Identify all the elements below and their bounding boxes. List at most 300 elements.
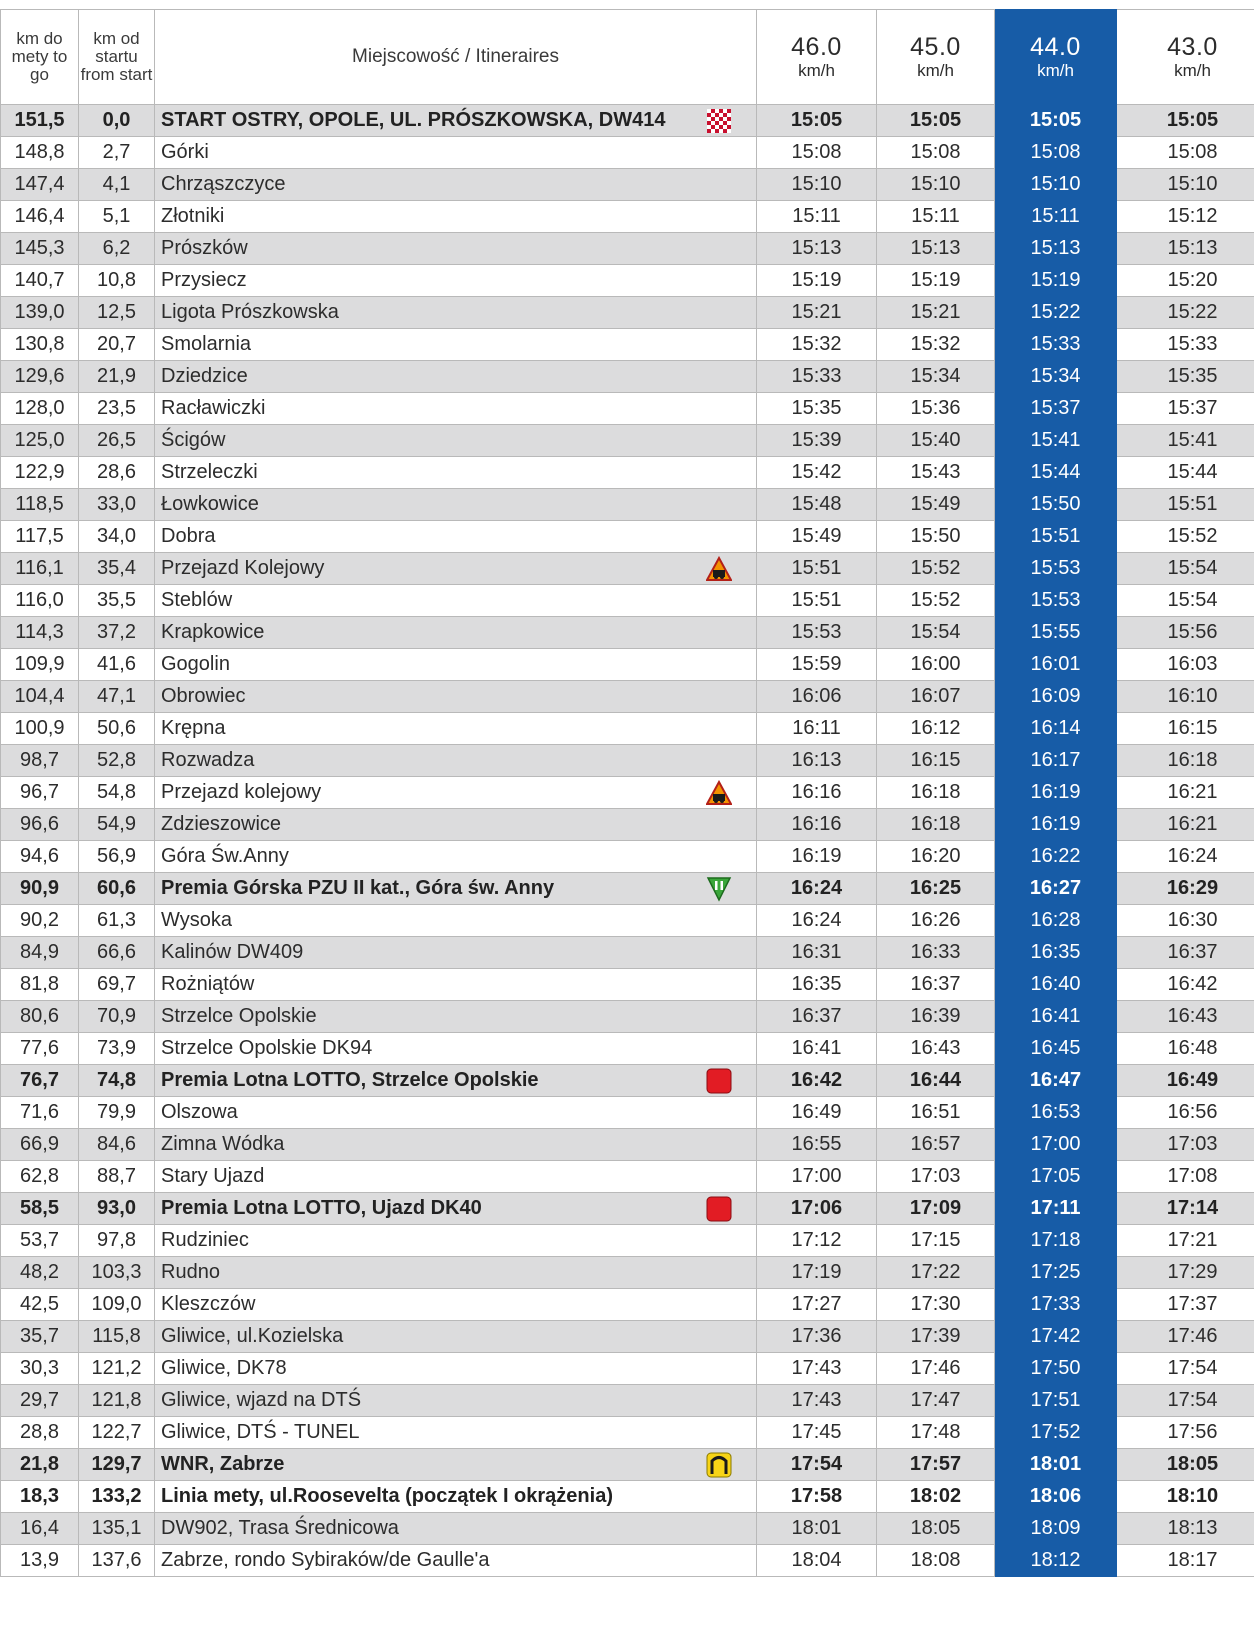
location-cell-content — [161, 749, 756, 772]
location-name: Prószków — [161, 237, 248, 259]
time-cell-45: 15:52 — [877, 553, 995, 585]
location-cell — [155, 1001, 757, 1033]
time-cell-43: 15:12 — [1117, 201, 1254, 233]
time-cell-46: 17:27 — [757, 1289, 877, 1321]
km-from-start-cell: 54,9 — [79, 809, 155, 841]
table-row — [1, 1321, 1254, 1353]
time-cell-46: 17:43 — [757, 1385, 877, 1417]
location-cell — [155, 1225, 757, 1257]
location-cell — [155, 553, 757, 585]
table-row — [1, 585, 1254, 617]
km-from-start-header: km od startu from start — [79, 10, 155, 105]
time-cell-46: 15:13 — [757, 233, 877, 265]
time-cell-44: 16:40 — [995, 969, 1117, 1001]
location-name: Dziedzice — [161, 365, 248, 387]
location-cell — [155, 1129, 757, 1161]
time-cell-46: 15:51 — [757, 585, 877, 617]
time-cell-43: 18:13 — [1117, 1513, 1254, 1545]
time-cell-43: 15:22 — [1117, 297, 1254, 329]
km-from-start-cell: 23,5 — [79, 393, 155, 425]
km-to-go-cell: 122,9 — [1, 457, 79, 489]
speed-header-46 — [757, 10, 877, 105]
table-row — [1, 169, 1254, 201]
time-cell-46: 16:16 — [757, 777, 877, 809]
time-cell-43: 16:37 — [1117, 937, 1254, 969]
km-to-go-header: km do mety to go — [1, 10, 79, 105]
location-cell-content — [161, 556, 756, 582]
time-cell-44: 16:22 — [995, 841, 1117, 873]
time-cell-43: 16:10 — [1117, 681, 1254, 713]
time-cell-43: 15:41 — [1117, 425, 1254, 457]
time-cell-45: 15:13 — [877, 233, 995, 265]
time-cell-45: 17:15 — [877, 1225, 995, 1257]
km-from-start-cell: 4,1 — [79, 169, 155, 201]
location-name: Strzelce Opolskie DK94 — [161, 1037, 373, 1059]
table-row — [1, 201, 1254, 233]
km-from-start-cell: 20,7 — [79, 329, 155, 361]
location-name: Rudno — [161, 1261, 220, 1283]
time-cell-43: 16:18 — [1117, 745, 1254, 777]
time-cell-46: 16:19 — [757, 841, 877, 873]
time-cell-45: 15:19 — [877, 265, 995, 297]
table-row — [1, 329, 1254, 361]
table-row — [1, 553, 1254, 585]
location-name: Złotniki — [161, 205, 225, 227]
km-from-start-cell: 133,2 — [79, 1481, 155, 1513]
location-cell-content — [161, 1485, 756, 1508]
km-from-start-cell: 60,6 — [79, 873, 155, 905]
location-cell — [155, 617, 757, 649]
time-cell-43: 18:17 — [1117, 1545, 1254, 1577]
location-cell — [155, 425, 757, 457]
time-cell-46: 15:33 — [757, 361, 877, 393]
time-cell-44: 16:17 — [995, 745, 1117, 777]
time-cell-43: 16:03 — [1117, 649, 1254, 681]
location-name: DW902, Trasa Średnicowa — [161, 1517, 399, 1539]
location-cell — [155, 1513, 757, 1545]
time-cell-45: 17:39 — [877, 1321, 995, 1353]
time-cell-44: 15:44 — [995, 457, 1117, 489]
table-row — [1, 1417, 1254, 1449]
time-cell-44: 16:47 — [995, 1065, 1117, 1097]
km-to-go-cell: 94,6 — [1, 841, 79, 873]
time-cell-45: 16:18 — [877, 777, 995, 809]
time-cell-45: 16:57 — [877, 1129, 995, 1161]
location-name: Rudziniec — [161, 1229, 249, 1251]
time-cell-45: 16:07 — [877, 681, 995, 713]
location-name: Rożniątów — [161, 973, 255, 995]
location-name: Zdzieszowice — [161, 813, 282, 835]
location-name: Ścigów — [161, 429, 226, 451]
km-to-go-cell: 29,7 — [1, 1385, 79, 1417]
table-row — [1, 809, 1254, 841]
time-cell-44: 15:50 — [995, 489, 1117, 521]
time-cell-44: 17:05 — [995, 1161, 1117, 1193]
km-to-go-cell: 140,7 — [1, 265, 79, 297]
time-cell-43: 17:54 — [1117, 1353, 1254, 1385]
sprint-icon — [706, 1068, 732, 1094]
location-cell-content — [161, 653, 756, 676]
km-from-start-cell: 54,8 — [79, 777, 155, 809]
time-cell-44: 18:12 — [995, 1545, 1117, 1577]
location-name: Krapkowice — [161, 621, 265, 643]
km-from-start-cell: 121,2 — [79, 1353, 155, 1385]
time-cell-46: 17:58 — [757, 1481, 877, 1513]
time-cell-45: 16:39 — [877, 1001, 995, 1033]
location-cell — [155, 105, 757, 137]
time-cell-43: 16:48 — [1117, 1033, 1254, 1065]
location-cell-content — [161, 1261, 756, 1284]
header-row — [1, 10, 1254, 105]
railway-crossing-icon — [706, 556, 732, 582]
location-cell-content — [161, 301, 756, 324]
time-cell-45: 17:03 — [877, 1161, 995, 1193]
time-cell-46: 15:53 — [757, 617, 877, 649]
table-row — [1, 105, 1254, 137]
time-cell-43: 16:42 — [1117, 969, 1254, 1001]
speed-value: 45.0 — [910, 33, 961, 62]
location-cell-content — [161, 108, 756, 134]
km-from-start-cell: 93,0 — [79, 1193, 155, 1225]
time-cell-46: 16:06 — [757, 681, 877, 713]
table-row — [1, 905, 1254, 937]
location-cell — [155, 169, 757, 201]
time-cell-44: 16:14 — [995, 713, 1117, 745]
time-cell-45: 15:54 — [877, 617, 995, 649]
km-from-start-cell: 137,6 — [79, 1545, 155, 1577]
time-cell-46: 15:49 — [757, 521, 877, 553]
km-from-start-cell: 70,9 — [79, 1001, 155, 1033]
km-to-go-cell: 151,5 — [1, 105, 79, 137]
km-to-go-cell: 18,3 — [1, 1481, 79, 1513]
table-row — [1, 1033, 1254, 1065]
location-cell — [155, 521, 757, 553]
time-cell-44: 17:50 — [995, 1353, 1117, 1385]
km-to-go-cell: 58,5 — [1, 1193, 79, 1225]
time-cell-44: 17:25 — [995, 1257, 1117, 1289]
km-to-go-cell: 90,9 — [1, 873, 79, 905]
time-cell-45: 15:21 — [877, 297, 995, 329]
time-cell-45: 15:10 — [877, 169, 995, 201]
km-to-go-cell: 125,0 — [1, 425, 79, 457]
km-from-start-cell: 0,0 — [79, 105, 155, 137]
location-cell — [155, 201, 757, 233]
time-cell-46: 17:36 — [757, 1321, 877, 1353]
time-cell-44: 16:41 — [995, 1001, 1117, 1033]
time-cell-44: 17:33 — [995, 1289, 1117, 1321]
location-cell-content — [161, 429, 756, 452]
time-cell-46: 18:04 — [757, 1545, 877, 1577]
km-to-go-cell: 28,8 — [1, 1417, 79, 1449]
mountain-climb-icon — [706, 876, 732, 902]
km-from-start-cell: 5,1 — [79, 201, 155, 233]
speed-unit: km/h — [1174, 60, 1211, 80]
km-from-start-cell: 121,8 — [79, 1385, 155, 1417]
location-cell — [155, 1161, 757, 1193]
time-cell-43: 15:56 — [1117, 617, 1254, 649]
time-cell-45: 15:32 — [877, 329, 995, 361]
location-cell-content — [161, 1421, 756, 1444]
table-row — [1, 873, 1254, 905]
location-cell — [155, 713, 757, 745]
location-cell — [155, 1417, 757, 1449]
km-to-go-cell: 145,3 — [1, 233, 79, 265]
time-cell-43: 17:46 — [1117, 1321, 1254, 1353]
location-name: Premia Górska PZU II kat., Góra św. Anny — [161, 877, 555, 899]
time-cell-43: 15:52 — [1117, 521, 1254, 553]
time-cell-43: 15:05 — [1117, 105, 1254, 137]
km-to-go-cell: 147,4 — [1, 169, 79, 201]
time-cell-44: 18:09 — [995, 1513, 1117, 1545]
km-from-start-cell: 12,5 — [79, 297, 155, 329]
location-cell-content — [161, 461, 756, 484]
time-cell-44: 16:53 — [995, 1097, 1117, 1129]
km-to-go-cell: 81,8 — [1, 969, 79, 1001]
location-cell — [155, 1481, 757, 1513]
time-cell-45: 17:47 — [877, 1385, 995, 1417]
km-from-start-cell: 109,0 — [79, 1289, 155, 1321]
km-from-start-cell: 115,8 — [79, 1321, 155, 1353]
time-cell-43: 17:21 — [1117, 1225, 1254, 1257]
time-cell-44: 16:45 — [995, 1033, 1117, 1065]
time-cell-46: 16:41 — [757, 1033, 877, 1065]
km-from-start-cell: 33,0 — [79, 489, 155, 521]
time-cell-45: 16:26 — [877, 905, 995, 937]
table-row — [1, 297, 1254, 329]
time-cell-46: 16:11 — [757, 713, 877, 745]
location-cell — [155, 329, 757, 361]
time-cell-46: 15:35 — [757, 393, 877, 425]
location-cell-content — [161, 1068, 756, 1094]
time-cell-44: 16:09 — [995, 681, 1117, 713]
location-name: Linia mety, ul.Roosevelta (początek I okrążenia) — [161, 1485, 613, 1507]
km-to-go-cell: 148,8 — [1, 137, 79, 169]
km-from-start-cell: 47,1 — [79, 681, 155, 713]
time-cell-45: 15:49 — [877, 489, 995, 521]
location-name: Zimna Wódka — [161, 1133, 285, 1155]
location-cell-content — [161, 941, 756, 964]
location-cell-content — [161, 1133, 756, 1156]
km-from-start-cell: 69,7 — [79, 969, 155, 1001]
location-cell — [155, 137, 757, 169]
time-cell-46: 17:12 — [757, 1225, 877, 1257]
table-row — [1, 969, 1254, 1001]
location-name: Góra Św.Anny — [161, 845, 289, 867]
km-to-go-cell: 80,6 — [1, 1001, 79, 1033]
table-row — [1, 1065, 1254, 1097]
km-to-go-cell: 130,8 — [1, 329, 79, 361]
time-cell-43: 16:56 — [1117, 1097, 1254, 1129]
time-cell-46: 17:54 — [757, 1449, 877, 1481]
speed-value: 44.0 — [1030, 33, 1081, 62]
location-cell — [155, 969, 757, 1001]
km-to-go-cell: 77,6 — [1, 1033, 79, 1065]
km-from-start-cell: 79,9 — [79, 1097, 155, 1129]
location-cell — [155, 489, 757, 521]
time-cell-43: 16:21 — [1117, 777, 1254, 809]
time-cell-43: 17:54 — [1117, 1385, 1254, 1417]
location-name: Górki — [161, 141, 209, 163]
time-cell-45: 16:25 — [877, 873, 995, 905]
location-cell-content — [161, 173, 756, 196]
time-cell-44: 15:08 — [995, 137, 1117, 169]
location-cell-content — [161, 780, 756, 806]
location-name: Chrząszczyce — [161, 173, 286, 195]
location-cell — [155, 777, 757, 809]
time-cell-43: 18:05 — [1117, 1449, 1254, 1481]
km-to-go-cell: 66,9 — [1, 1129, 79, 1161]
time-cell-45: 15:43 — [877, 457, 995, 489]
location-name: Krępna — [161, 717, 226, 739]
location-cell — [155, 361, 757, 393]
km-from-start-cell: 66,6 — [79, 937, 155, 969]
km-to-go-cell: 96,7 — [1, 777, 79, 809]
km-to-go-cell: 16,4 — [1, 1513, 79, 1545]
table-row — [1, 1513, 1254, 1545]
time-cell-45: 16:00 — [877, 649, 995, 681]
time-cell-43: 15:44 — [1117, 457, 1254, 489]
time-cell-43: 17:56 — [1117, 1417, 1254, 1449]
time-cell-45: 17:57 — [877, 1449, 995, 1481]
time-cell-45: 16:44 — [877, 1065, 995, 1097]
time-cell-45: 17:09 — [877, 1193, 995, 1225]
km-from-start-cell: 61,3 — [79, 905, 155, 937]
time-cell-43: 17:08 — [1117, 1161, 1254, 1193]
table-row — [1, 713, 1254, 745]
time-cell-46: 15:39 — [757, 425, 877, 457]
time-cell-45: 15:11 — [877, 201, 995, 233]
location-name: Ligota Prószkowska — [161, 301, 339, 323]
location-cell — [155, 1193, 757, 1225]
km-to-go-cell: 116,0 — [1, 585, 79, 617]
table-row — [1, 1353, 1254, 1385]
location-cell — [155, 1321, 757, 1353]
time-cell-44: 15:53 — [995, 553, 1117, 585]
time-cell-45: 16:43 — [877, 1033, 995, 1065]
table-row — [1, 1097, 1254, 1129]
location-cell — [155, 1385, 757, 1417]
km-from-start-cell: 35,5 — [79, 585, 155, 617]
location-name: Racławiczki — [161, 397, 266, 419]
speed-value: 46.0 — [791, 33, 842, 62]
location-cell — [155, 265, 757, 297]
location-cell — [155, 1097, 757, 1129]
speed-unit: km/h — [798, 60, 835, 80]
time-cell-44: 17:42 — [995, 1321, 1117, 1353]
time-cell-45: 16:12 — [877, 713, 995, 745]
table-row — [1, 1193, 1254, 1225]
time-cell-46: 16:55 — [757, 1129, 877, 1161]
table-row — [1, 1257, 1254, 1289]
location-name: Steblów — [161, 589, 233, 611]
location-cell-content — [161, 621, 756, 644]
table-row — [1, 1449, 1254, 1481]
time-cell-43: 15:54 — [1117, 585, 1254, 617]
time-cell-46: 17:06 — [757, 1193, 877, 1225]
location-cell-content — [161, 237, 756, 260]
location-cell-content — [161, 1037, 756, 1060]
time-cell-45: 16:37 — [877, 969, 995, 1001]
table-row — [1, 1545, 1254, 1577]
location-name: Strzeleczki — [161, 461, 258, 483]
time-cell-44: 16:27 — [995, 873, 1117, 905]
time-cell-46: 15:51 — [757, 553, 877, 585]
location-cell-content — [161, 876, 756, 902]
time-cell-44: 15:11 — [995, 201, 1117, 233]
time-cell-46: 16:35 — [757, 969, 877, 1001]
speed-unit: km/h — [1037, 60, 1074, 80]
km-from-start-cell: 2,7 — [79, 137, 155, 169]
time-cell-46: 17:00 — [757, 1161, 877, 1193]
location-name: Smolarnia — [161, 333, 252, 355]
location-cell-content — [161, 493, 756, 516]
time-cell-43: 15:51 — [1117, 489, 1254, 521]
km-to-go-cell: 35,7 — [1, 1321, 79, 1353]
km-from-start-cell: 21,9 — [79, 361, 155, 393]
km-to-go-cell: 84,9 — [1, 937, 79, 969]
location-name: START OSTRY, OPOLE, UL. PRÓSZKOWSKA, DW414 — [161, 109, 666, 131]
km-from-start-cell: 34,0 — [79, 521, 155, 553]
time-cell-43: 16:30 — [1117, 905, 1254, 937]
location-cell-content — [161, 365, 756, 388]
time-cell-45: 16:20 — [877, 841, 995, 873]
km-to-go-cell: 71,6 — [1, 1097, 79, 1129]
speed-unit: km/h — [917, 60, 954, 80]
time-cell-45: 15:05 — [877, 105, 995, 137]
time-cell-44: 17:11 — [995, 1193, 1117, 1225]
table-row — [1, 681, 1254, 713]
location-cell-content — [161, 973, 756, 996]
location-name: Kleszczów — [161, 1293, 256, 1315]
location-cell — [155, 681, 757, 713]
speed-header-44 — [995, 10, 1117, 105]
time-cell-43: 18:10 — [1117, 1481, 1254, 1513]
time-cell-44: 16:19 — [995, 777, 1117, 809]
time-cell-44: 17:18 — [995, 1225, 1117, 1257]
km-to-go-cell: 53,7 — [1, 1225, 79, 1257]
time-cell-46: 16:24 — [757, 905, 877, 937]
location-cell — [155, 457, 757, 489]
time-cell-45: 15:52 — [877, 585, 995, 617]
time-cell-46: 16:13 — [757, 745, 877, 777]
time-cell-45: 15:40 — [877, 425, 995, 457]
time-cell-46: 15:10 — [757, 169, 877, 201]
table-row — [1, 841, 1254, 873]
time-cell-43: 15:54 — [1117, 553, 1254, 585]
location-name: Premia Lotna LOTTO, Strzelce Opolskie — [161, 1069, 539, 1091]
time-cell-46: 16:16 — [757, 809, 877, 841]
km-to-go-cell: 98,7 — [1, 745, 79, 777]
time-cell-44: 15:37 — [995, 393, 1117, 425]
time-cell-45: 15:34 — [877, 361, 995, 393]
location-cell-content — [161, 813, 756, 836]
km-to-go-cell: 100,9 — [1, 713, 79, 745]
table-row — [1, 1001, 1254, 1033]
km-to-go-cell: 104,4 — [1, 681, 79, 713]
time-cell-46: 18:01 — [757, 1513, 877, 1545]
sprint-icon — [706, 1196, 732, 1222]
time-cell-44: 16:01 — [995, 649, 1117, 681]
table-row — [1, 425, 1254, 457]
km-from-start-cell: 28,6 — [79, 457, 155, 489]
time-cell-43: 16:15 — [1117, 713, 1254, 745]
time-cell-45: 18:08 — [877, 1545, 995, 1577]
location-cell — [155, 1353, 757, 1385]
location-name: WNR, Zabrze — [161, 1453, 285, 1475]
location-cell-content — [161, 333, 756, 356]
speed-value: 43.0 — [1167, 33, 1218, 62]
time-cell-43: 16:43 — [1117, 1001, 1254, 1033]
